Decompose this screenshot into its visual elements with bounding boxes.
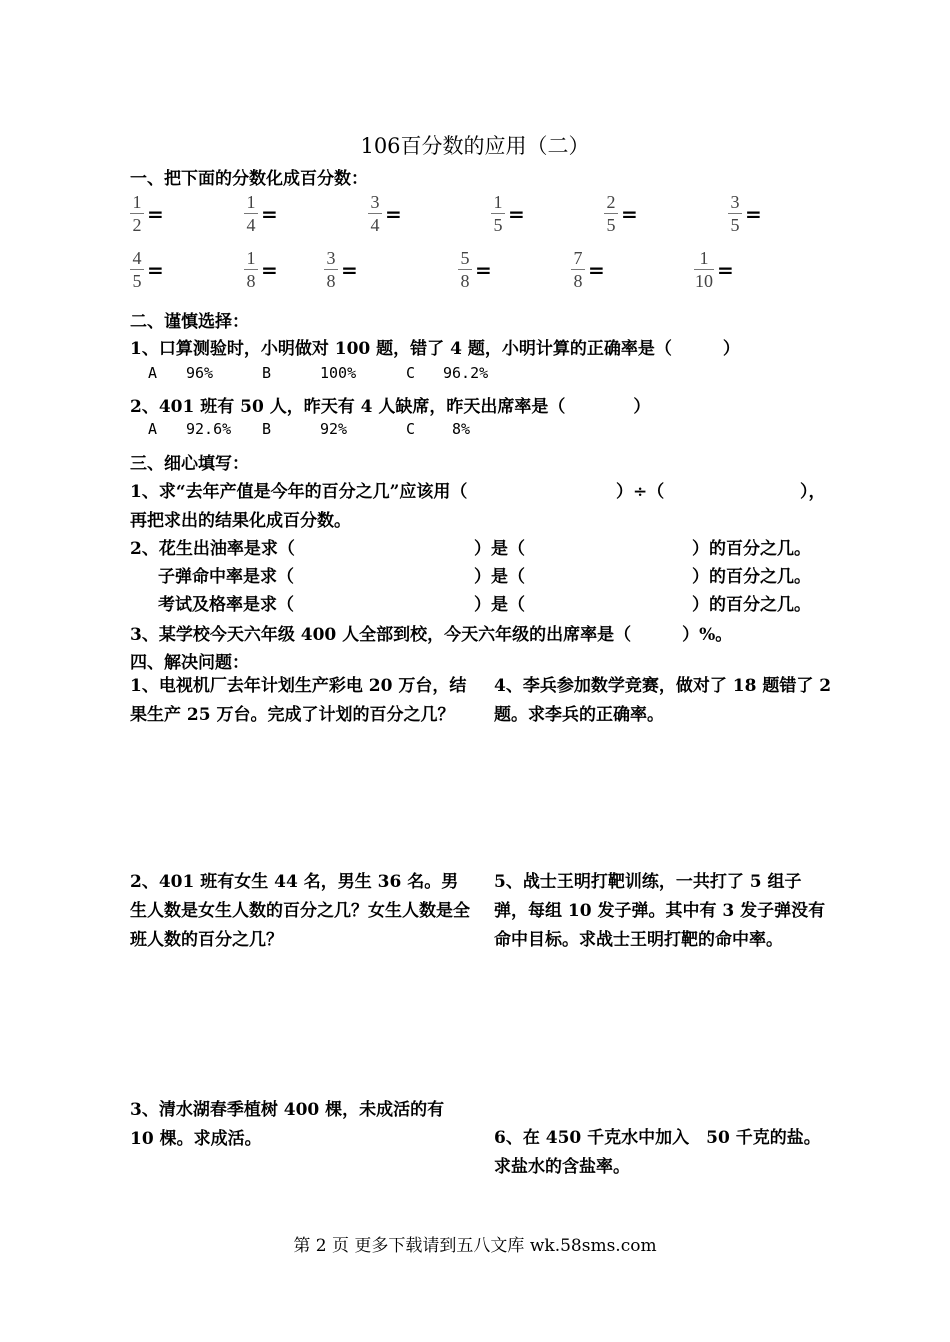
- fraction-item: [130, 248, 164, 291]
- fill-question-1-line2: 再把求出的结果化成百分数。: [130, 511, 351, 531]
- numerator: 1: [699, 248, 709, 268]
- equals-sign: =: [508, 201, 525, 226]
- equals-sign: =: [588, 257, 605, 282]
- problem-3: 3、清水湖春季植树 400 棵，未成活的有 10 棵。求成活。: [130, 1100, 445, 1149]
- numerator: 3: [326, 248, 336, 268]
- numerator: 1: [246, 192, 256, 212]
- numerator: 1: [132, 192, 142, 212]
- fraction-row-1: [0, 192, 950, 248]
- denominator: 8: [326, 271, 336, 291]
- option-letter: B: [262, 364, 272, 382]
- fraction: [604, 192, 618, 235]
- denominator: 2: [132, 215, 142, 235]
- section1-heading: 一、把下面的分数化成百分数：: [130, 169, 368, 189]
- fraction-item: [324, 248, 358, 291]
- fraction: [491, 192, 505, 235]
- option-letter: C: [406, 364, 416, 382]
- equals-sign: =: [147, 257, 164, 282]
- fill-row-a: 2、花生出油率是求（: [130, 539, 295, 559]
- numerator: 3: [730, 192, 740, 212]
- fraction-item: [368, 192, 402, 235]
- fill-row-c: ）的百分之几。: [692, 595, 811, 615]
- denominator: 5: [730, 215, 740, 235]
- equals-sign: =: [261, 257, 278, 282]
- denominator: 4: [370, 215, 380, 235]
- option-value: 100%: [320, 364, 357, 382]
- denominator: 5: [132, 271, 142, 291]
- denominator: 8: [460, 271, 470, 291]
- choice-question-2: 2、401 班有 50 人，昨天有 4 人缺席，昨天出席率是（ ）: [130, 397, 651, 417]
- fraction-item: [244, 192, 278, 235]
- option-letter: A: [148, 420, 158, 438]
- fill-question-1-part-a: 1、求“去年产值是今年的百分之几”应该用（: [130, 482, 468, 502]
- equals-sign: =: [385, 201, 402, 226]
- fraction: [368, 192, 382, 235]
- fill-row-b: ）是（: [474, 595, 525, 615]
- problem-5: 5、战士王明打靶训练，一共打了 5 组子弹，每组 10 发子弹。其中有 3 发子弹没有命中目标。求战士王明打靶的命中率。: [494, 872, 826, 950]
- denominator: 4: [246, 215, 256, 235]
- fill-question-1-part-c: ），: [800, 482, 826, 502]
- option-value: 92%: [320, 420, 348, 438]
- fill-question-1-part-b: ）÷（: [616, 482, 665, 502]
- fraction: [694, 248, 714, 291]
- section4-heading: 四、解决问题：: [130, 653, 249, 673]
- fraction-item: [571, 248, 605, 291]
- equals-sign: =: [717, 257, 734, 282]
- fraction-item: [491, 192, 525, 235]
- equals-sign: =: [341, 257, 358, 282]
- page-footer: 第 2 页 更多下载请到五八文库 wk.58sms.com: [293, 1236, 657, 1256]
- fraction: [130, 248, 144, 291]
- equals-sign: =: [147, 201, 164, 226]
- choice-question-1: 1、口算测验时，小明做对 100 题，错了 4 题，小明计算的正确率是（ ）: [130, 339, 740, 359]
- option-value: 8%: [452, 420, 471, 438]
- option-value: 96%: [186, 364, 214, 382]
- denominator: 5: [493, 215, 503, 235]
- fill-row-c: ）的百分之几。: [692, 539, 811, 559]
- numerator: 4: [132, 248, 142, 268]
- numerator: 1: [493, 192, 503, 212]
- equals-sign: =: [475, 257, 492, 282]
- fill-row-b: ）是（: [474, 567, 525, 587]
- denominator: 8: [573, 271, 583, 291]
- fraction-item: [694, 248, 734, 291]
- numerator: 2: [606, 192, 616, 212]
- denominator: 10: [695, 271, 713, 291]
- fraction-item: [130, 192, 164, 235]
- fill-row-c: ）的百分之几。: [692, 567, 811, 587]
- fraction-item: [244, 248, 278, 291]
- fraction: [571, 248, 585, 291]
- fill-row-b: ）是（: [474, 539, 525, 559]
- fraction-item: [728, 192, 762, 235]
- numerator: 7: [573, 248, 583, 268]
- fraction: [324, 248, 338, 291]
- fraction: [728, 192, 742, 235]
- equals-sign: =: [261, 201, 278, 226]
- problem-2: 2、401 班有女生 44 名，男生 36 名。男生人数是女生人数的百分之几？女生人数是全班人数的百分之几？: [130, 872, 470, 950]
- page-title: 106百分数的应用（二）: [360, 134, 590, 158]
- denominator: 8: [246, 271, 256, 291]
- problem-1: 1、电视机厂去年计划生产彩电 20 万台，结果生产 25 万台。完成了计划的百分之几？: [130, 676, 467, 725]
- option-value: 96.2%: [443, 364, 489, 382]
- denominator: 5: [606, 215, 616, 235]
- fraction: [130, 192, 144, 235]
- option-value: 92.6%: [186, 420, 232, 438]
- fill-question-3: 3、某学校今天六年级 400 人全部到校，今天六年级的出席率是（ ）%。: [130, 625, 733, 645]
- section3-heading: 三、细心填写：: [130, 454, 249, 474]
- fraction: [244, 192, 258, 235]
- section2-heading: 二、谨慎选择：: [130, 312, 249, 332]
- problem-4: 4、李兵参加数学竞赛，做对了 18 题错了 2 题。求李兵的正确率。: [494, 676, 832, 725]
- numerator: 3: [370, 192, 380, 212]
- fraction-row-2: [0, 248, 950, 304]
- option-letter: A: [148, 364, 158, 382]
- fraction-item: [458, 248, 492, 291]
- fraction-item: [604, 192, 638, 235]
- numerator: 5: [460, 248, 470, 268]
- equals-sign: =: [621, 201, 638, 226]
- equals-sign: =: [745, 201, 762, 226]
- numerator: 1: [246, 248, 256, 268]
- problem-6: 6、在 450 千克水中加入 50 千克的盐。求盐水的含盐率。: [494, 1128, 821, 1177]
- fraction: [458, 248, 472, 291]
- fill-row-a: 考试及格率是求（: [158, 595, 294, 615]
- option-letter: B: [262, 420, 272, 438]
- fill-row-a: 子弹命中率是求（: [158, 567, 294, 587]
- fraction: [244, 248, 258, 291]
- option-letter: C: [406, 420, 416, 438]
